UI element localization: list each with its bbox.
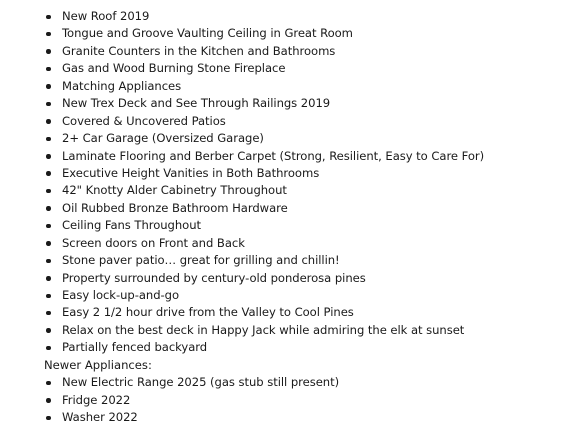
- bullet-icon: [46, 32, 51, 37]
- list-item-text: 2+ Car Garage (Oversized Garage): [62, 131, 264, 146]
- list-item: [44, 304, 576, 321]
- list-item: [44, 182, 576, 199]
- list-item-text: Stone paver patio… great for grilling and chillin!: [62, 253, 340, 268]
- list-item: [44, 392, 576, 409]
- list-item-text: Easy lock-up-and-go: [62, 288, 179, 302]
- list-item: [44, 235, 576, 252]
- bullet-icon: [46, 241, 51, 246]
- list-item: [44, 339, 576, 356]
- list-item-text: Laminate Flooring and Berber Carpet (Strong, Resilient, Easy to Care For): [62, 148, 485, 163]
- list-item-text: Screen doors on Front and Back: [62, 235, 245, 250]
- bullet-icon: [46, 102, 51, 107]
- list-item: [44, 165, 576, 182]
- bullet-icon: [46, 119, 51, 124]
- list-item: [44, 200, 576, 217]
- list-item: [44, 374, 576, 391]
- list-item-text: Matching Appliances: [62, 78, 182, 93]
- list-item: [44, 113, 576, 130]
- list-item-text: New Roof 2019: [62, 9, 150, 23]
- list-item-text: Fridge 2022: [62, 392, 131, 407]
- bullet-icon: [46, 189, 51, 194]
- bullet-icon: [46, 398, 51, 403]
- bullet-icon: [46, 328, 51, 333]
- list-item-text: Partially fenced backyard: [62, 340, 208, 355]
- list-item-text: New Electric Range 2025 (gas stub still present): [62, 375, 340, 390]
- list-item: [44, 287, 576, 304]
- list-item: [44, 8, 576, 25]
- list-item: [44, 217, 576, 234]
- bullet-icon: [46, 49, 51, 54]
- bullet-icon: [46, 84, 51, 89]
- list-item: [44, 130, 576, 147]
- list-item: [44, 60, 576, 77]
- bullet-icon: [46, 381, 51, 386]
- bullet-icon: [46, 224, 51, 229]
- bullet-icon: [46, 259, 51, 264]
- list-item-text: Ceiling Fans Throughout: [62, 218, 201, 233]
- bullet-icon: [46, 346, 51, 351]
- list-item-text: Property surrounded by century-old ponderosa pines: [62, 270, 366, 285]
- bullet-icon: [46, 294, 51, 299]
- list-item: [44, 95, 576, 112]
- list-item: [44, 43, 576, 60]
- bullet-icon: [46, 154, 51, 159]
- appliances-heading: Newer Appliances:: [44, 357, 152, 372]
- list-item-text: Gas and Wood Burning Stone Fireplace: [62, 61, 286, 76]
- appliances-list: [0, 374, 576, 426]
- list-item-text: Covered & Uncovered Patios: [62, 113, 226, 128]
- list-item: [44, 409, 576, 426]
- list-item: [44, 322, 576, 339]
- list-item: [44, 252, 576, 269]
- features-list: [0, 8, 576, 357]
- bullet-icon: [46, 276, 51, 281]
- list-item-text: Oil Rubbed Bronze Bathroom Hardware: [62, 200, 288, 215]
- bullet-icon: [46, 416, 51, 421]
- bullet-icon: [46, 67, 51, 72]
- bullet-icon: [46, 311, 51, 316]
- bullet-icon: [46, 15, 51, 20]
- list-item-text: Executive Height Vanities in Both Bathrooms: [62, 165, 320, 180]
- bullet-icon: [46, 171, 51, 176]
- list-item: [44, 148, 576, 165]
- list-item-text: New Trex Deck and See Through Railings 2019: [62, 96, 331, 111]
- document-body: [0, 8, 576, 427]
- list-item-text: 42" Knotty Alder Cabinetry Throughout: [62, 183, 287, 198]
- list-item: [44, 78, 576, 95]
- bullet-icon: [46, 137, 51, 142]
- list-item: [44, 270, 576, 287]
- list-item-text: Relax on the best deck in Happy Jack while admiring the elk at sunset: [62, 322, 465, 337]
- list-item-text: Easy 2 1/2 hour drive from the Valley to Cool Pines: [62, 305, 354, 320]
- list-item-text: Granite Counters in the Kitchen and Bathrooms: [62, 43, 336, 58]
- list-item-text: Washer 2022: [62, 410, 138, 425]
- bullet-icon: [46, 206, 51, 211]
- list-item: [44, 25, 576, 42]
- list-item-text: Tongue and Groove Vaulting Ceiling in Great Room: [62, 26, 353, 41]
